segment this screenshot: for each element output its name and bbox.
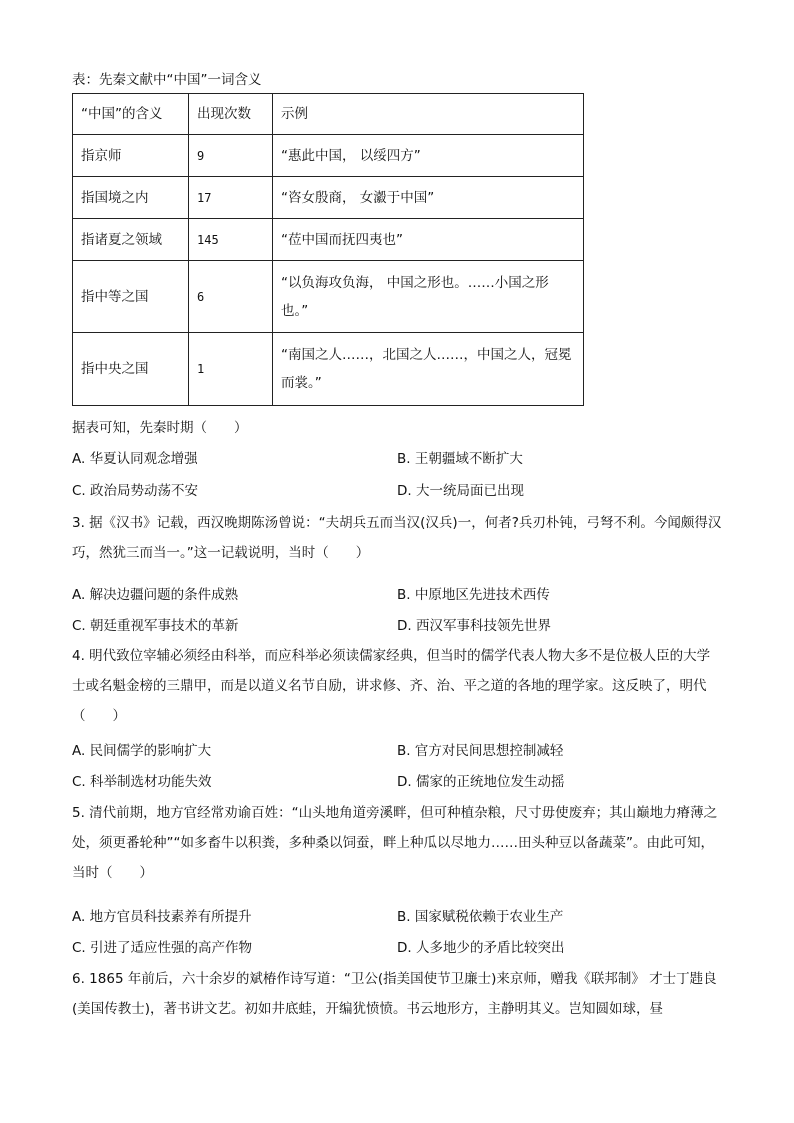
header-count: 出现次数 bbox=[189, 94, 273, 135]
row-count: 17 bbox=[189, 177, 273, 219]
q2-option-c[interactable]: C. 政治局势动荡不安 bbox=[72, 483, 199, 499]
table-row bbox=[73, 333, 584, 406]
q6-stem: 6. 1865 年前后，六十余岁的斌椿作诗写道：“卫公(指美国使节卫廉士)来京师，赠我《联邦制》 才士丁韪良(美国传教士)，著书讲文艺。初如井底蛙，开编犹愤愤。书云地形方，主静明其义。岂知圆如球，昼 bbox=[72, 971, 717, 1017]
table-row bbox=[73, 219, 584, 261]
row-example: “莅中国而抚四夷也” bbox=[273, 219, 584, 261]
q5-option-b[interactable]: B. 国家赋税依赖于农业生产 bbox=[397, 909, 564, 925]
row-count: 9 bbox=[189, 135, 273, 177]
row-meaning: 指中等之国 bbox=[73, 261, 189, 333]
q2-option-d[interactable]: D. 大一统局面已出现 bbox=[397, 483, 524, 499]
q5-option-a[interactable]: A. 地方官员科技素养有所提升 bbox=[72, 909, 252, 925]
q4-option-d[interactable]: D. 儒家的正统地位发生动摇 bbox=[397, 774, 565, 790]
q5-option-d[interactable]: D. 人多地少的矛盾比较突出 bbox=[397, 940, 565, 956]
q4-stem: 4. 明代致位宰辅必须经由科举，而应科举必须读儒家经典，但当时的儒学代表人物大多不是位极人臣的大学士或名魁金榜的三鼎甲，而是以道义名节自励，讲求修、齐、治、平之道的各地的理学家。这反映了，明代（ ） bbox=[72, 648, 711, 724]
row-meaning: 指京师 bbox=[73, 135, 189, 177]
row-count: 1 bbox=[189, 333, 273, 406]
q3-option-b[interactable]: B. 中原地区先进技术西传 bbox=[397, 587, 550, 603]
row-example: “惠此中国， 以绥四方” bbox=[273, 135, 584, 177]
q2-option-b[interactable]: B. 王朝疆域不断扩大 bbox=[397, 451, 523, 467]
row-example: “以负海攻负海， 中国之形也。……小国之形也。” bbox=[273, 261, 584, 333]
q3-option-c[interactable]: C. 朝廷重视军事技术的革新 bbox=[72, 618, 239, 634]
q3-option-a[interactable]: A. 解决边疆问题的条件成熟 bbox=[72, 587, 239, 603]
table-row bbox=[73, 177, 584, 219]
table-header-row bbox=[73, 94, 584, 135]
meaning-table bbox=[72, 93, 584, 406]
table-row bbox=[73, 261, 584, 333]
table-caption: 表：先秦文献中“中国”一词含义 bbox=[72, 72, 262, 88]
row-example: “南国之人……，北国之人……，中国之人，冠冕而裳。” bbox=[273, 333, 584, 406]
table-row bbox=[73, 135, 584, 177]
row-meaning: 指诸夏之领域 bbox=[73, 219, 189, 261]
q4-option-b[interactable]: B. 官方对民间思想控制减轻 bbox=[397, 743, 564, 759]
q5-stem: 5. 清代前期，地方官经常劝谕百姓：“山头地角道旁溪畔，但可种植杂粮，尺寸毋使废弃；其山巅地力瘠薄之处，须更番轮种”“如多畜牛以积粪，多种桑以饲蚕，畔上种瓜以尽地力……田头种豆以备蔬菜”。由此可知，当时（ ） bbox=[72, 805, 718, 881]
q2-option-a[interactable]: A. 华夏认同观念增强 bbox=[72, 451, 198, 467]
q4-option-a[interactable]: A. 民间儒学的影响扩大 bbox=[72, 743, 212, 759]
q3-stem: 3. 据《汉书》记载，西汉晚期陈汤曾说：“夫胡兵五而当汉(汉兵)一，何者?兵刃朴钝，弓弩不利。今闻颇得汉巧，然犹三而当一。”这一记载说明，当时（ ） bbox=[72, 515, 722, 561]
header-meaning: “中国”的含义 bbox=[73, 94, 189, 135]
q2-stem: 据表可知，先秦时期（ ） bbox=[72, 420, 248, 436]
row-count: 145 bbox=[189, 219, 273, 261]
q3-option-d[interactable]: D. 西汉军事科技领先世界 bbox=[397, 618, 551, 634]
header-example: 示例 bbox=[273, 94, 584, 135]
q5-option-c[interactable]: C. 引进了适应性强的高产作物 bbox=[72, 940, 253, 956]
q4-option-c[interactable]: C. 科举制选材功能失效 bbox=[72, 774, 212, 790]
row-meaning: 指国境之内 bbox=[73, 177, 189, 219]
row-meaning: 指中央之国 bbox=[73, 333, 189, 406]
row-count: 6 bbox=[189, 261, 273, 333]
row-example: “咨女殷商， 女瀫于中国” bbox=[273, 177, 584, 219]
